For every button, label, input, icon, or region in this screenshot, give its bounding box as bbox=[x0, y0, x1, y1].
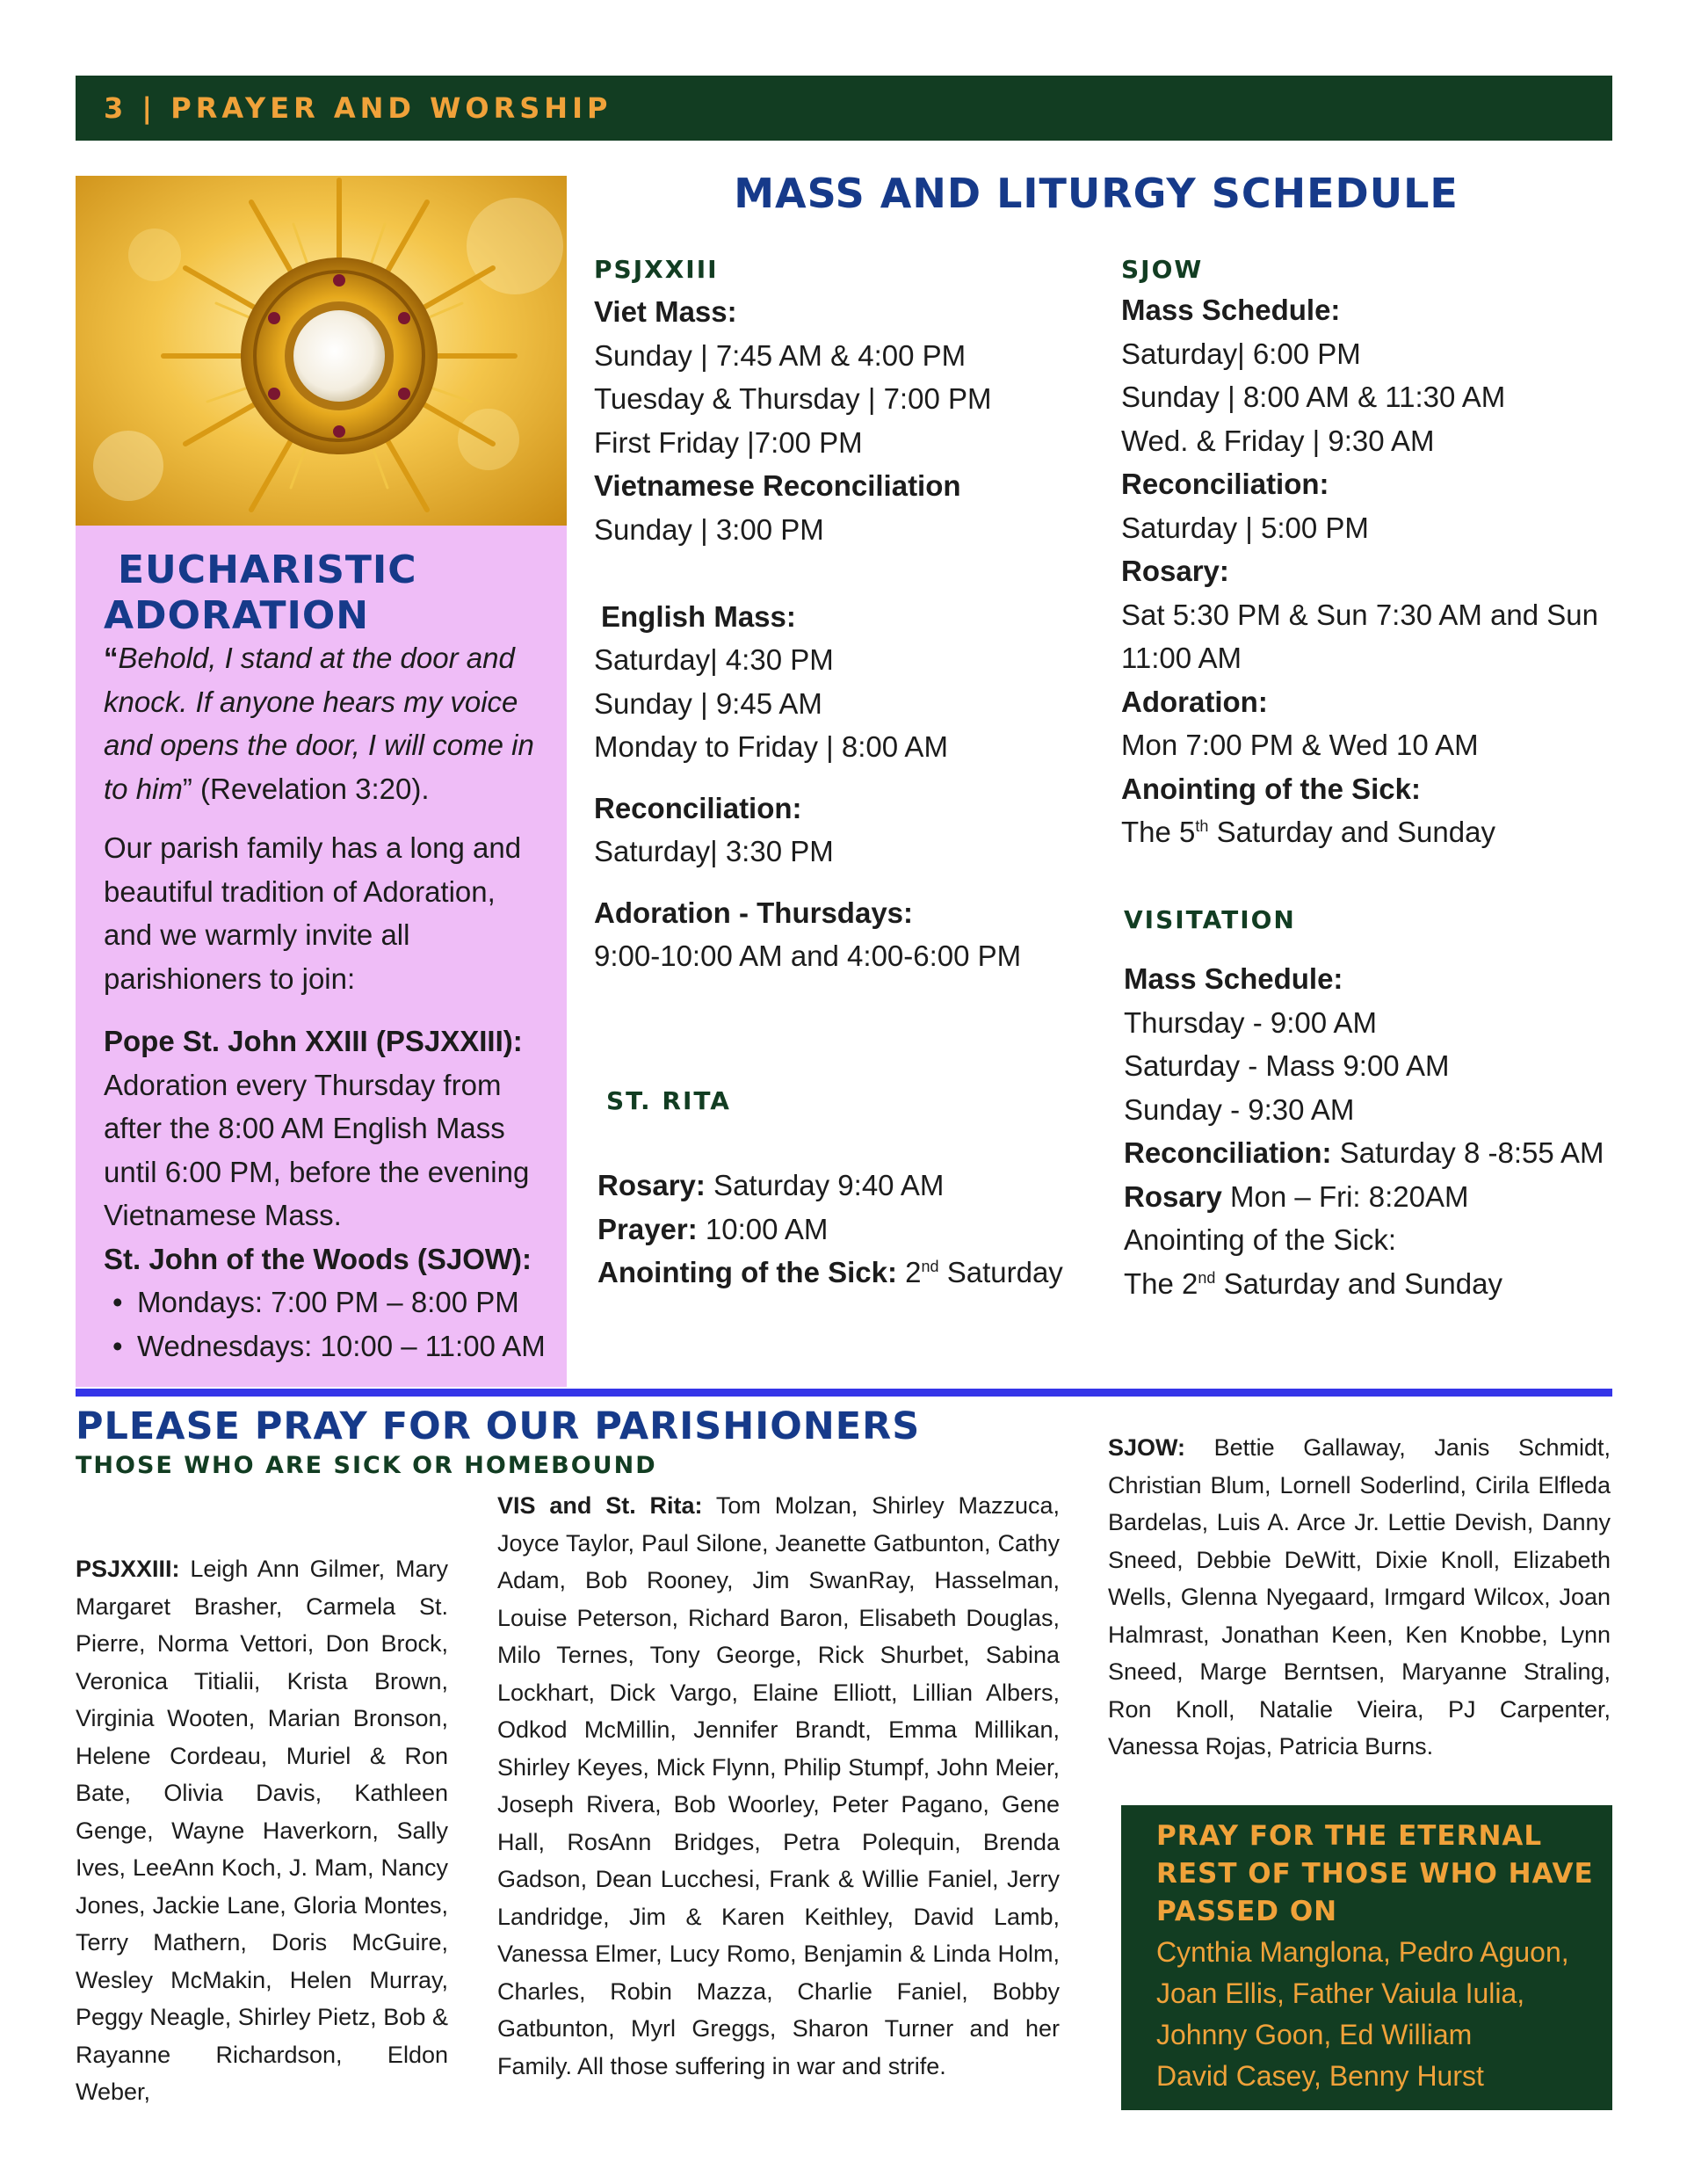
psj-prayer-list bbox=[76, 1550, 448, 2111]
psj-adoration-time: 9:00-10:00 AM and 4:00-6:00 PM bbox=[594, 940, 1022, 972]
eternal-rest-name-line: David Casey, Benny Hurst bbox=[1156, 2060, 1484, 2092]
rita-anointing-sup: nd bbox=[921, 1258, 939, 1275]
sjow-mass-time: Saturday| 6:00 PM bbox=[1121, 337, 1361, 370]
pray-subtitle: THOSE WHO ARE SICK OR HOMEBOUND bbox=[76, 1452, 657, 1479]
rita-anointing-day: Saturday bbox=[938, 1256, 1063, 1288]
adoration-title-line-2: ADORATION bbox=[104, 593, 370, 638]
viet-mass-time: Tuesday & Thursday | 7:00 PM bbox=[594, 382, 992, 415]
bullet-icon: • bbox=[112, 1286, 123, 1318]
english-mass-time: Monday to Friday | 8:00 AM bbox=[594, 730, 948, 763]
bullet-icon: • bbox=[112, 1329, 123, 1362]
viet-mass-label: Viet Mass: bbox=[594, 295, 737, 328]
sjow-recon-time: Saturday | 5:00 PM bbox=[1121, 511, 1369, 544]
section-divider bbox=[76, 1389, 1612, 1397]
page-header-title: 3 | PRAYER AND WORSHIP bbox=[104, 91, 612, 125]
adoration-psj-label: Pope St. John XXIII (PSJXXIII): bbox=[104, 1025, 523, 1057]
vis-anointing-day: Saturday and Sunday bbox=[1215, 1266, 1502, 1300]
eternal-rest-name-line: Joan Ellis, Father Vaiula Iulia, bbox=[1156, 1977, 1525, 2009]
pray-title: PLEASE PRAY FOR OUR PARISHIONERS bbox=[76, 1404, 921, 1448]
vis-mass-time: Sunday - 9:30 AM bbox=[1124, 1092, 1355, 1126]
vis-mass-time: Thursday - 9:00 AM bbox=[1124, 1005, 1377, 1039]
adoration-sjow-item bbox=[104, 1281, 552, 1324]
rita-prayer-time: 10:00 AM bbox=[697, 1212, 829, 1245]
sjow-anointing-num: The 5 bbox=[1121, 816, 1196, 848]
english-mass-time: Saturday| 4:30 PM bbox=[594, 643, 834, 676]
rita-heading: ST. RITA bbox=[606, 1086, 731, 1115]
vis-recon-time: Saturday 8 -8:55 AM bbox=[1331, 1136, 1604, 1169]
adoration-sjow-label: St. John of the Woods (SJOW): bbox=[104, 1242, 532, 1275]
quote-reference: (Revelation 3:20). bbox=[192, 772, 430, 805]
sjow-adoration-label: Adoration: bbox=[1121, 685, 1268, 718]
rita-rosary bbox=[597, 1164, 1090, 1208]
sjow-adoration-time: Mon 7:00 PM & Wed 10 AM bbox=[1121, 729, 1479, 761]
vis-rosary bbox=[1124, 1175, 1616, 1219]
eternal-rest-name-line: Cynthia Manglona, Pedro Aguon, bbox=[1156, 1936, 1569, 1968]
vis-rosary-time: Mon – Fri: 8:20AM bbox=[1221, 1179, 1469, 1213]
vis-recon-label: Reconciliation: bbox=[1124, 1136, 1332, 1169]
monstrance-icon bbox=[76, 176, 567, 526]
viet-mass-time: First Friday |7:00 PM bbox=[594, 425, 863, 459]
vis-anointing-sup: nd bbox=[1198, 1268, 1216, 1287]
psj-recon-label: Reconciliation: bbox=[594, 791, 802, 824]
adoration-title bbox=[104, 548, 543, 639]
sjow-anointing-sup: th bbox=[1195, 817, 1209, 835]
viet-mass-time: Sunday | 7:45 AM & 4:00 PM bbox=[594, 338, 967, 372]
rita-rosary-time: Saturday 9:40 AM bbox=[705, 1169, 945, 1201]
psj-prayer-names: Leigh Ann Gilmer, Mary Margaret Brasher, Carmela St. Pierre, Norma Vettori, Don Brock, Veronica Titialii, Krista Brown, Virginia Wooten, Marian Bronson, Helene Cordeau, Muriel & Ron Bate, Olivia Davis, Kathleen Genge, Wayne Haverkorn, Sally Ives, LeeAnn Koch, J. Mam, Nancy Jones, Jackie Lane, Gloria Montes, Terry Mathern, Doris McGuire, Wesley McMakin, Helen Murray, Peggy Neagle, Shirley Pietz, Bob & Rayanne Richardson, Eldon Weber, bbox=[76, 1556, 448, 2105]
visitation-schedule bbox=[1124, 957, 1616, 1305]
sjow-anointing-day: Saturday and Sunday bbox=[1208, 816, 1495, 848]
rita-anointing bbox=[597, 1251, 1090, 1295]
viet-recon-time: Sunday | 3:00 PM bbox=[594, 512, 824, 546]
sjow-prayer-label: SJOW: bbox=[1108, 1434, 1186, 1461]
rita-prayer bbox=[597, 1208, 1090, 1252]
sjow-prayer-list bbox=[1108, 1429, 1611, 1766]
adoration-sjow-item bbox=[104, 1324, 552, 1368]
sjow-rosary-label: Rosary: bbox=[1121, 555, 1229, 587]
sjow-mass-label: Mass Schedule: bbox=[1121, 294, 1341, 326]
monstrance-image bbox=[76, 176, 567, 526]
adoration-sjow-item-text: Mondays: 7:00 PM – 8:00 PM bbox=[137, 1286, 519, 1318]
vis-prayer-list bbox=[497, 1487, 1060, 2085]
vis-anointing-num: The 2 bbox=[1124, 1266, 1198, 1300]
english-mass-label: English Mass: bbox=[601, 599, 796, 633]
sjow-rosary-time: 11:00 AM bbox=[1121, 642, 1242, 674]
adoration-intro: Our parish family has a long and beautiful tradition of Adoration, and we warmly invite all parishioners to join: bbox=[104, 831, 522, 995]
eternal-rest-names bbox=[1156, 1932, 1596, 2097]
eternal-rest-title: PRAY FOR THE ETERNAL REST OF THOSE WHO HAVE PASSED ON bbox=[1156, 1820, 1594, 1927]
vis-anointing-time bbox=[1124, 1262, 1616, 1306]
vis-rosary-label: Rosary bbox=[1124, 1179, 1222, 1213]
rita-prayer-label: Prayer: bbox=[597, 1212, 698, 1245]
quote-open-mark: “ bbox=[104, 642, 119, 674]
vis-prayer-names: Tom Molzan, Shirley Mazzuca, Joyce Taylor, Paul Silone, Jeanette Gatbunton, Cathy Adam, Bob Rooney, Jim SwanRay, Hasselman, Louise Peterson, Richard Baron, Elisabeth Douglas, Milo Ternes, Tony George, Rick Shurbet, Sabina Lockhart, Dick Vargo, Elaine Elliott, Lillian Albers, Odkod McMillin, Jennifer Brandt, Emma Millikan, Shirley Keyes, Mick Flynn, Philip Stumpf, John Meier, Joseph Rivera, Bob Woorley, Peter Pagano, Gene Hall, RosAnn Bridges, Petra Polequin, Brenda Gadson, Dean Lucchesi, Frank & Willie Faniel, Jerry Landridge, Jim & Karen Keithley, David Lamb, Vanessa Elmer, Lucy Romo, Benjamin & Linda Holm, Charles, Robin Mazza, Charlie Faniel, Bobby Gatbunton, Myrl Greggs, Sharon Turner and her Family. All those suffering in war and strife. bbox=[497, 1492, 1060, 2079]
rita-schedule bbox=[597, 1164, 1090, 1295]
english-mass-time: Sunday | 9:45 AM bbox=[594, 686, 822, 720]
psj-schedule bbox=[594, 290, 1086, 978]
adoration-sjow-item-text: Wednesdays: 10:00 – 11:00 AM bbox=[137, 1329, 546, 1362]
sjow-recon-label: Reconciliation: bbox=[1121, 468, 1329, 500]
schedule-title: MASS AND LITURGY SCHEDULE bbox=[734, 170, 1459, 217]
sjow-rosary-time: Sat 5:30 PM & Sun 7:30 AM and Sun bbox=[1121, 598, 1599, 631]
sjow-heading: SJOW bbox=[1121, 255, 1204, 284]
rita-anointing-num: 2 bbox=[896, 1256, 922, 1288]
rita-anointing-label: Anointing of the Sick: bbox=[597, 1256, 897, 1288]
sjow-schedule bbox=[1121, 288, 1613, 854]
psj-recon-time: Saturday| 3:30 PM bbox=[594, 835, 834, 867]
psj-heading: PSJXXIII bbox=[594, 255, 719, 284]
psj-prayer-label: PSJXXIII: bbox=[76, 1556, 180, 1582]
eternal-rest-name-line: Johnny Goon, Ed William bbox=[1156, 2019, 1473, 2050]
psj-adoration-label: Adoration - Thursdays: bbox=[594, 896, 914, 929]
vis-mass-time: Saturday - Mass 9:00 AM bbox=[1124, 1049, 1450, 1082]
adoration-psj-text: Adoration every Thursday from after the 8:00 AM English Mass until 6:00 PM, before the evening Vietnamese Mass. bbox=[104, 1068, 530, 1231]
visitation-heading: VISITATION bbox=[1124, 905, 1296, 934]
adoration-psj bbox=[104, 1019, 552, 1368]
viet-recon-label: Vietnamese Reconciliation bbox=[594, 469, 961, 502]
adoration-quote bbox=[104, 636, 552, 810]
vis-anointing-label: Anointing of the Sick: bbox=[1124, 1223, 1397, 1256]
sjow-anointing-label: Anointing of the Sick: bbox=[1121, 772, 1421, 805]
vis-mass-label: Mass Schedule: bbox=[1124, 962, 1343, 995]
rita-rosary-label: Rosary: bbox=[597, 1169, 706, 1201]
sjow-prayer-names: Bettie Gallaway, Janis Schmidt, Christian Blum, Lornell Soderlind, Cirila Elfleda Bardelas, Luis A. Arce Jr. Lettie Devish, Danny Sneed, Debbie DeWitt, Dixie Knoll, Elizabeth Wells, Glenna Nyegaard, Irmgard Wilcox, Joan Halmrast, Jonathan Keen, Ken Knobbe, Lynn Sneed, Marge Berntsen, Maryanne Straling, Ron Knoll, Natalie Vieira, PJ Carpenter, Vanessa Rojas, Patricia Burns. bbox=[1108, 1434, 1611, 1760]
sjow-mass-time: Sunday | 8:00 AM & 11:30 AM bbox=[1121, 381, 1506, 413]
sjow-mass-time: Wed. & Friday | 9:30 AM bbox=[1121, 424, 1435, 457]
adoration-title-line-1: EUCHARISTIC bbox=[118, 548, 417, 592]
quote-text: Behold, I stand at the door and knock. If anyone hears my voice and opens the door, I will come in to him bbox=[104, 642, 534, 805]
vis-prayer-label: VIS and St. Rita: bbox=[497, 1492, 703, 1519]
quote-close-mark: ” bbox=[182, 772, 192, 805]
sjow-anointing-time bbox=[1121, 810, 1613, 854]
vis-recon bbox=[1124, 1131, 1616, 1175]
